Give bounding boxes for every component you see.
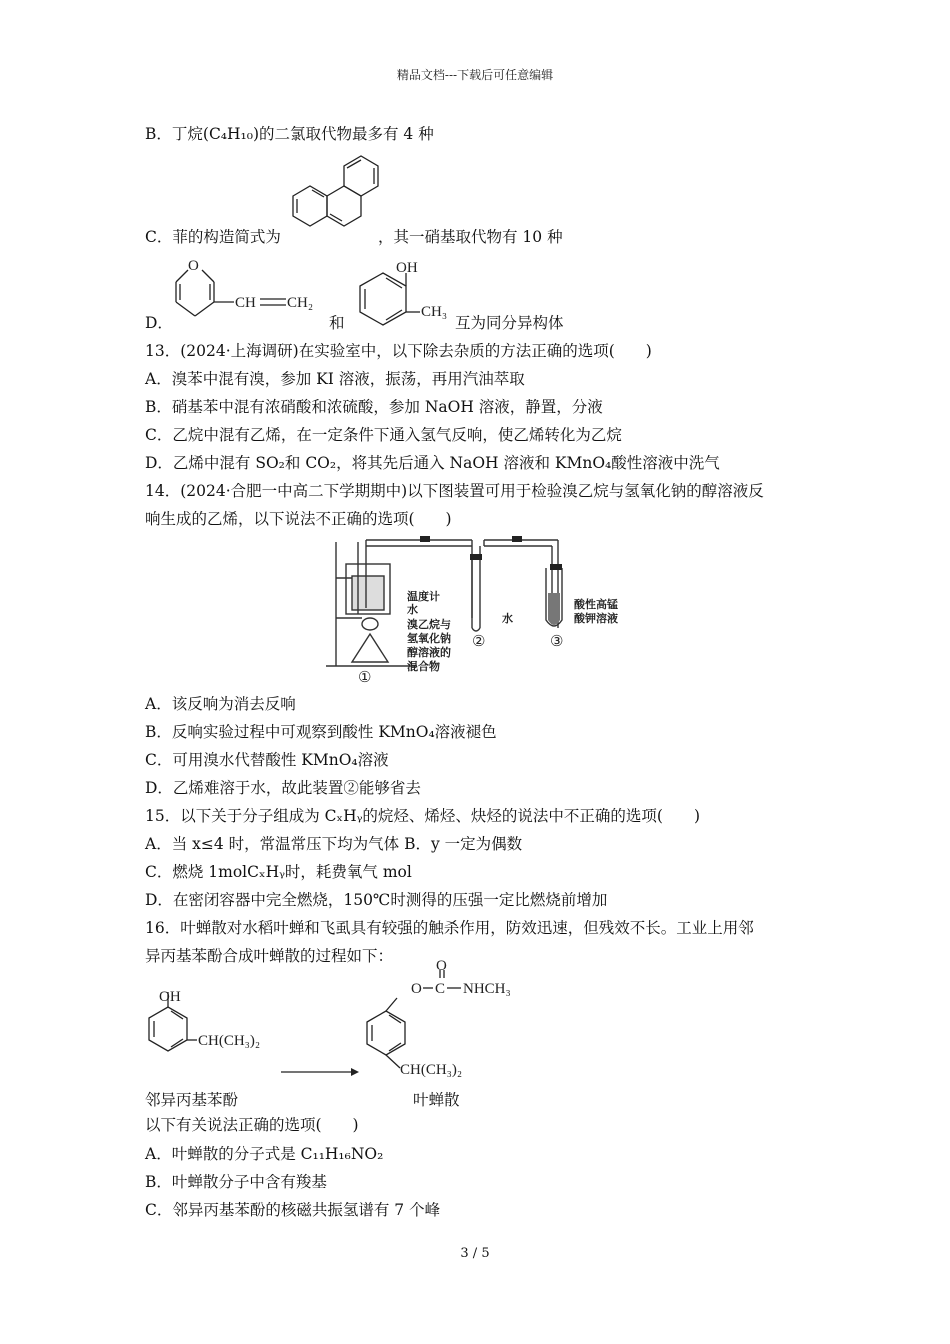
carbonyl-o-atom: O bbox=[436, 958, 447, 974]
ch3-group: CH₃ bbox=[421, 304, 448, 320]
q13-option-b: B．硝基苯中混有浓硝酸和浓硫酸，参加 NaOH 溶液，静置，分液 bbox=[145, 398, 603, 416]
q15-stem: 15．以下关于分子组成为 CₓHᵧ的烷烃、烯烃、炔烃的说法中不正确的选项( ) bbox=[145, 807, 701, 825]
q14-option-d: D．乙烯难溶于水，故此装置②能够省去 bbox=[145, 779, 421, 797]
page-header: 精品文档---下载后可任意编辑 bbox=[396, 68, 554, 82]
q13-option-c: C．乙烷中混有乙烯，在一定条件下通入氢气反响，使乙烯转化为乙烷 bbox=[145, 426, 622, 444]
q12-option-d-and: 和 bbox=[329, 314, 345, 332]
nhch3-group: NHCH₃ bbox=[463, 981, 511, 997]
label-water-trap: 水 bbox=[502, 612, 513, 625]
label-mixture-3: 醇溶液的 bbox=[407, 646, 451, 659]
ch-group: CH bbox=[235, 295, 256, 311]
q16-option-c: C．邻异丙基苯酚的核磁共振氢谱有 7 个峰 bbox=[145, 1201, 441, 1219]
label-mixture-2: 氢氧化钠 bbox=[407, 632, 451, 645]
label-thermometer: 温度计 bbox=[407, 590, 440, 603]
q12-option-c-suffix: ，其一硝基取代物有 10 种 bbox=[378, 228, 563, 246]
cresol-structure bbox=[348, 258, 458, 334]
apparatus-diagram bbox=[322, 538, 632, 686]
pyran-vinyl-structure bbox=[168, 254, 333, 330]
carbonyl-c-atom: C bbox=[435, 981, 446, 997]
q14-stem-line1: 14．(2024·合肥一中高二下学期期中)以下图装置可用于检验溴乙烷与氢氧化钠的醇溶液反 bbox=[145, 482, 764, 500]
reaction-scheme bbox=[145, 958, 545, 1078]
oh-group: OH bbox=[396, 260, 418, 276]
label-device-2: ② bbox=[472, 634, 486, 650]
q14-option-c: C．可用溴水代替酸性 KMnO₄溶液 bbox=[145, 751, 389, 769]
isopropyl-group-1: CH(CH₃)₂ bbox=[198, 1033, 261, 1049]
label-mixture-4: 混合物 bbox=[407, 660, 440, 673]
q14-option-a: A．该反响为消去反响 bbox=[145, 695, 296, 713]
q14-stem-line2: 响生成的乙烯，以下说法不正确的选项( ) bbox=[145, 510, 452, 528]
q13-option-a: A．溴苯中混有溴，参加 KI 溶液，振荡，再用汽油萃取 bbox=[145, 370, 525, 388]
isopropyl-group-2: CH(CH₃)₂ bbox=[400, 1062, 463, 1078]
ch2-group: CH₂ bbox=[287, 295, 314, 311]
label-device-3: ③ bbox=[550, 634, 564, 650]
product-name: 叶蝉散 bbox=[413, 1091, 460, 1109]
label-kmno4-2: 酸钾溶液 bbox=[574, 612, 618, 625]
label-water-bath: 水 bbox=[407, 603, 418, 616]
q16-stem-line2: 异丙基苯酚合成叶蝉散的过程如下： bbox=[145, 947, 394, 965]
q15-option-a-b: A．当 x≤4 时，常温常压下均为气体 B．y 一定为偶数 bbox=[145, 835, 523, 853]
reactant-name: 邻异丙基苯酚 bbox=[145, 1091, 239, 1109]
pyran-o-atom: O bbox=[188, 258, 199, 274]
q16-question: 以下有关说法正确的选项( ) bbox=[145, 1116, 359, 1134]
q12-option-d-prefix: D． bbox=[145, 314, 173, 332]
ester-o-atom: O bbox=[411, 981, 422, 997]
q12-option-b: B．丁烷(C₄H₁₀)的二氯取代物最多有 4 种 bbox=[145, 125, 434, 143]
phenanthrene-structure bbox=[288, 156, 378, 246]
q15-option-c: C．燃烧 1molCₓHᵧ时，耗费氧气 mol bbox=[145, 863, 412, 881]
q13-stem: 13．(2024·上海调研)在实验室中，以下除去杂质的方法正确的选项( ) bbox=[145, 342, 652, 360]
q14-option-b: B．反响实验过程中可观察到酸性 KMnO₄溶液褪色 bbox=[145, 723, 497, 741]
page-number: 3 / 5 bbox=[460, 1246, 490, 1261]
q15-option-d: D．在密闭容器中完全燃烧，150℃时测得的压强一定比燃烧前增加 bbox=[145, 891, 608, 909]
q16-option-b: B．叶蝉散分子中含有羧基 bbox=[145, 1173, 327, 1191]
q16-option-a: A．叶蝉散的分子式是 C₁₁H₁₆NO₂ bbox=[145, 1145, 384, 1163]
label-device-1: ① bbox=[358, 670, 372, 686]
q16-stem-line1: 16．叶蝉散对水稻叶蝉和飞虱具有较强的触杀作用，防效迅速，但残效不长。工业上用邻 bbox=[145, 919, 754, 937]
q12-option-c-prefix: C．菲的构造简式为 bbox=[145, 228, 281, 246]
q12-option-d-suffix: 互为同分异构体 bbox=[455, 314, 564, 332]
label-kmno4-1: 酸性高锰 bbox=[574, 598, 618, 611]
phenol-oh: OH bbox=[159, 989, 181, 1005]
label-mixture-1: 溴乙烷与 bbox=[407, 618, 451, 631]
q13-option-d: D．乙烯中混有 SO₂和 CO₂，将其先后通入 NaOH 溶液和 KMnO₄酸性溶液中洗气 bbox=[145, 454, 720, 472]
